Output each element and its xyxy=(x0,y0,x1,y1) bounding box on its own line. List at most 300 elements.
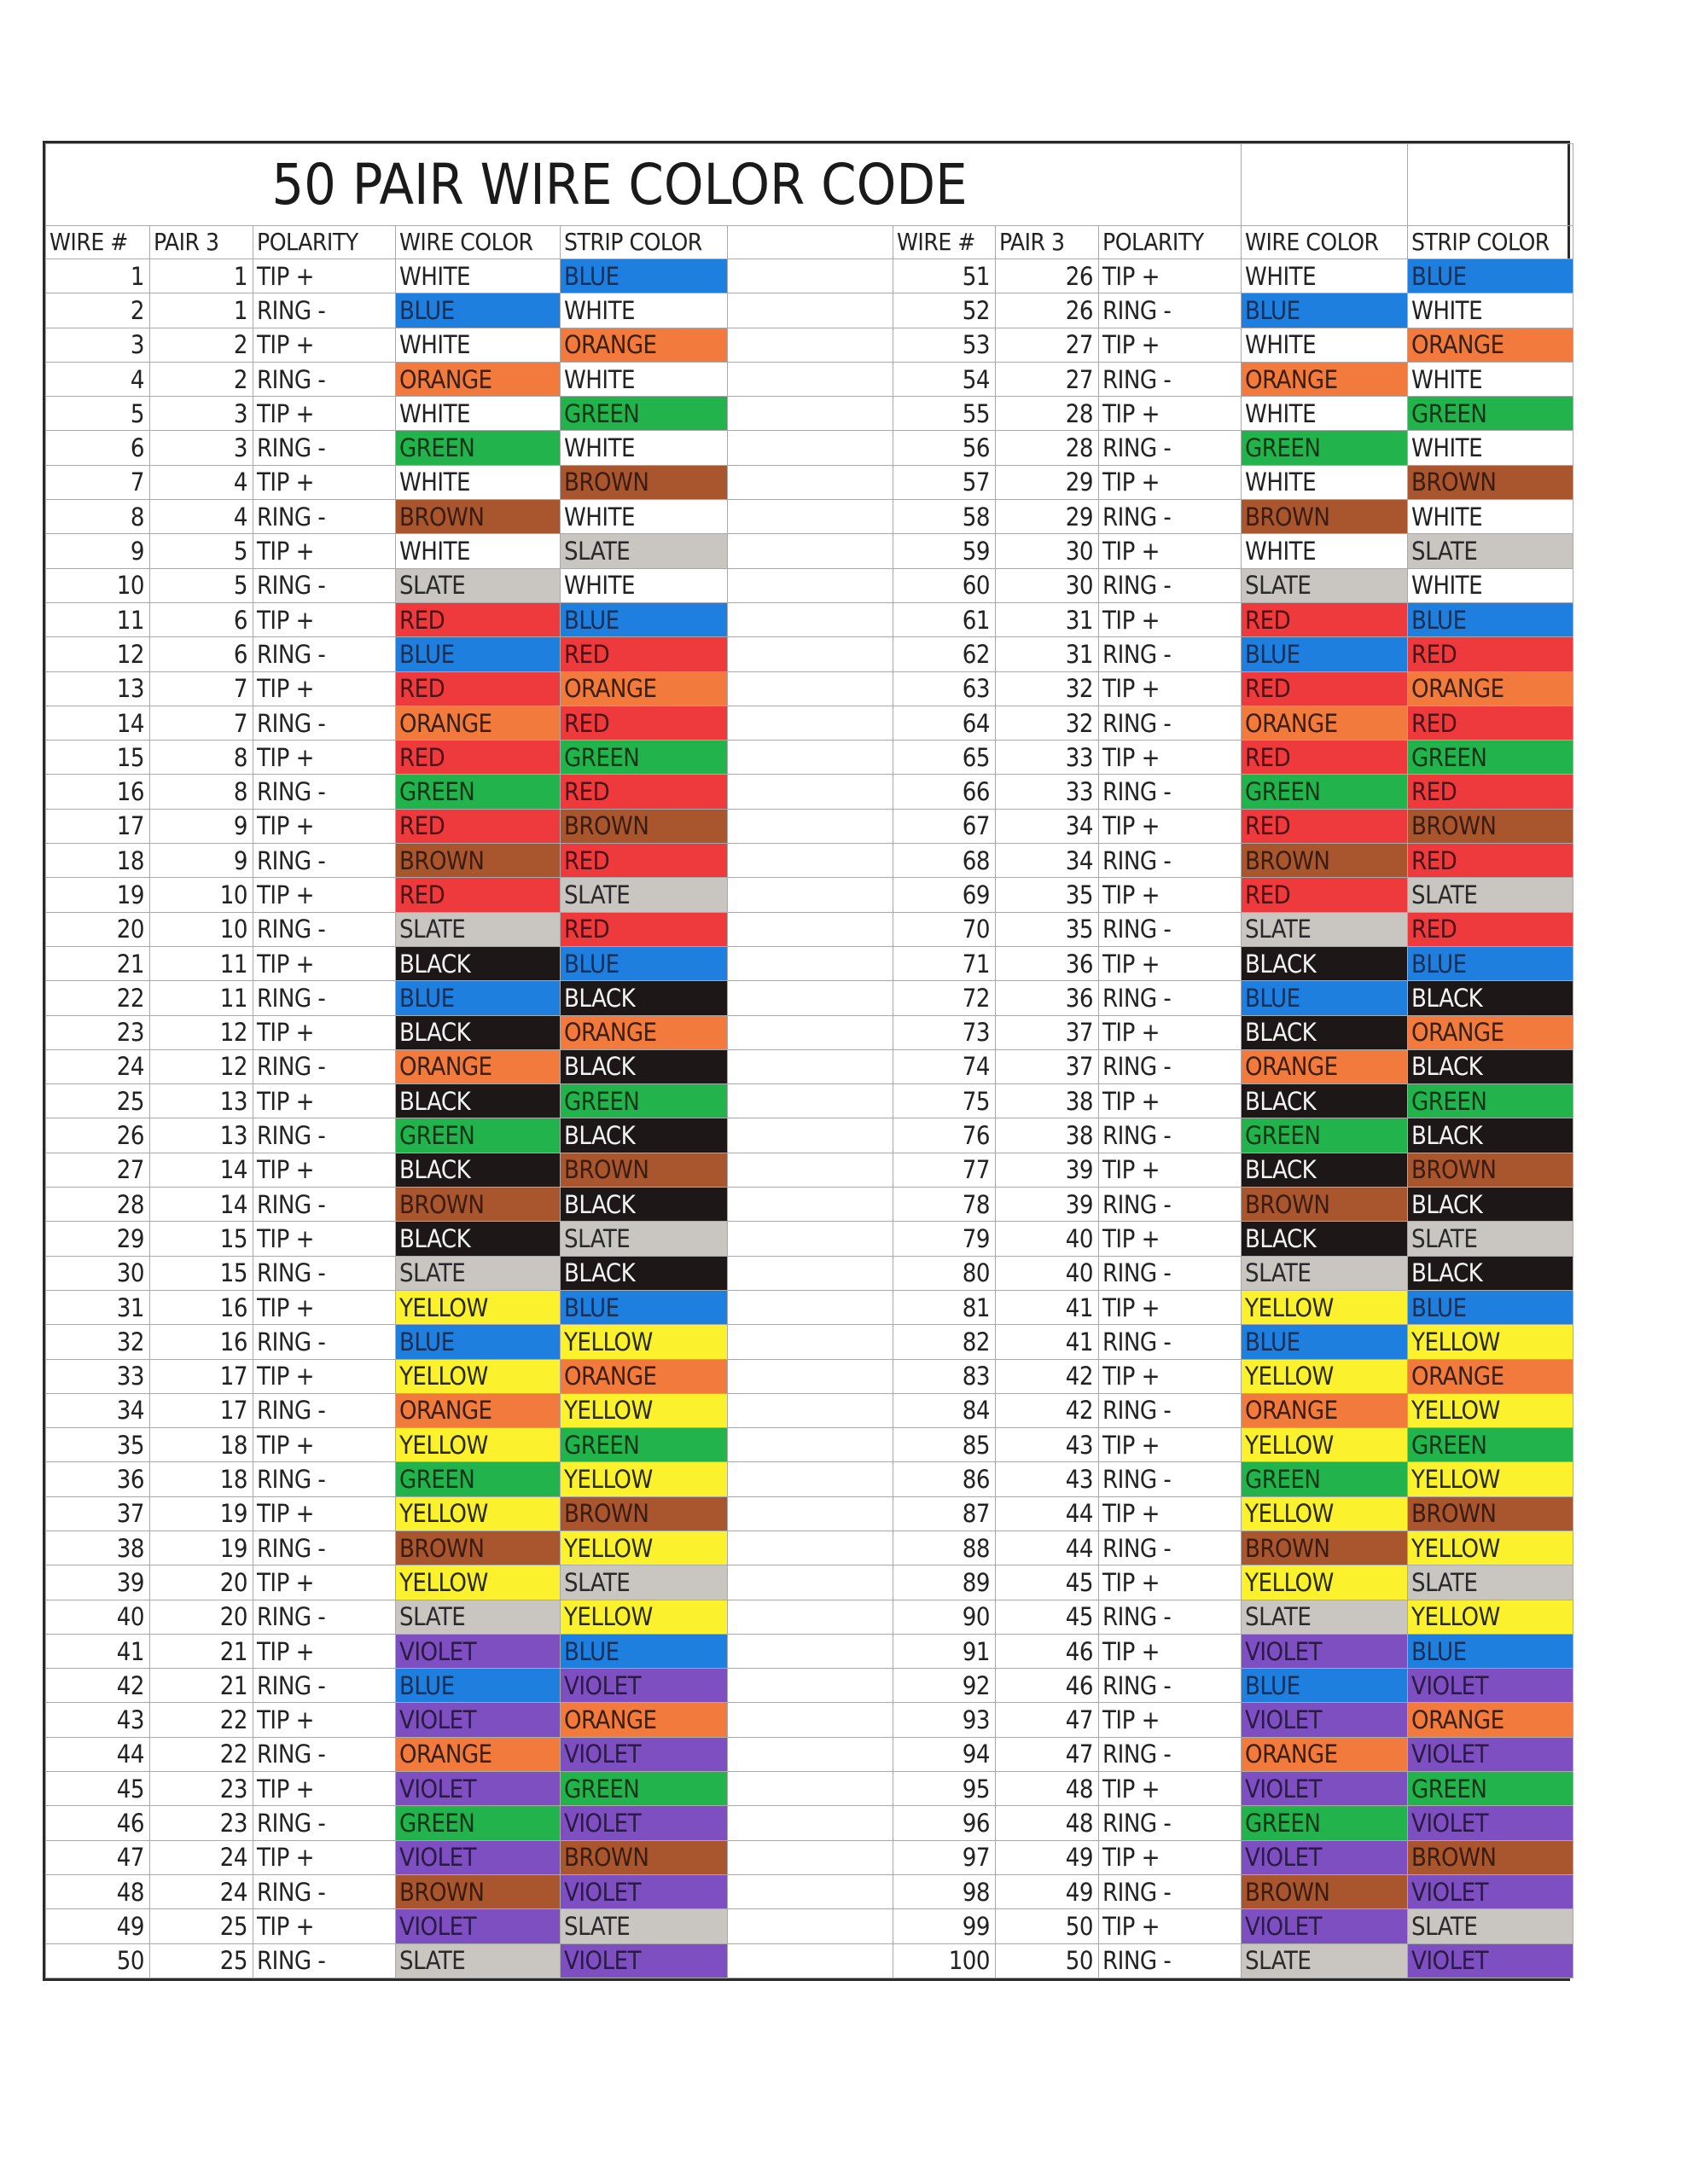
cell-strip-color: RED xyxy=(1408,637,1573,671)
cell-wire-color: RED xyxy=(396,741,561,775)
cell-wire-number: 80 xyxy=(893,1256,996,1290)
table-row xyxy=(46,1049,1573,1083)
cell-polarity: TIP + xyxy=(1099,1496,1242,1531)
cell-strip-color: SLATE xyxy=(1408,1222,1573,1256)
cell-strip-color: YELLOW xyxy=(561,1531,728,1565)
cell-wire-color: BROWN xyxy=(396,500,561,534)
cell-pair-number: 29 xyxy=(996,465,1099,499)
cell-strip-color: BLACK xyxy=(1408,1188,1573,1222)
cell-polarity: RING - xyxy=(1099,912,1242,946)
cell-strip-color: GREEN xyxy=(561,1772,728,1806)
cell-wire-number: 79 xyxy=(893,1222,996,1256)
cell-polarity: TIP + xyxy=(253,1703,396,1737)
cell-pair-number: 49 xyxy=(996,1874,1099,1908)
cell-wire-number: 26 xyxy=(46,1118,150,1153)
cell-pair-number: 4 xyxy=(150,500,253,534)
spacer-cell xyxy=(728,293,893,328)
table-row xyxy=(46,1325,1573,1359)
cell-strip-color: SLATE xyxy=(1408,534,1573,568)
cell-polarity: TIP + xyxy=(1099,878,1242,912)
cell-wire-number: 12 xyxy=(46,637,150,671)
table-row xyxy=(46,946,1573,980)
cell-wire-color: BLUE xyxy=(1242,293,1408,328)
cell-wire-color: RED xyxy=(1242,809,1408,843)
spacer-cell xyxy=(728,1188,893,1222)
cell-wire-color: SLATE xyxy=(396,1943,561,1978)
cell-pair-number: 39 xyxy=(996,1153,1099,1187)
cell-strip-color: VIOLET xyxy=(1408,1669,1573,1703)
header-row xyxy=(46,226,1573,259)
table-row xyxy=(46,1669,1573,1703)
cell-strip-color: ORANGE xyxy=(561,671,728,706)
cell-strip-color: BLACK xyxy=(561,981,728,1015)
cell-strip-color: WHITE xyxy=(1408,362,1573,396)
cell-wire-color: WHITE xyxy=(1242,534,1408,568)
cell-strip-color: WHITE xyxy=(561,431,728,465)
cell-pair-number: 35 xyxy=(996,878,1099,912)
header-pair: PAIR 3 xyxy=(996,226,1099,259)
cell-wire-number: 39 xyxy=(46,1565,150,1600)
cell-wire-number: 38 xyxy=(46,1531,150,1565)
spacer-cell xyxy=(728,1084,893,1118)
cell-wire-color: BLACK xyxy=(396,1084,561,1118)
cell-wire-number: 48 xyxy=(46,1874,150,1908)
cell-polarity: TIP + xyxy=(1099,1359,1242,1393)
cell-wire-color: YELLOW xyxy=(396,1565,561,1600)
spacer-cell xyxy=(728,1256,893,1290)
cell-wire-number: 14 xyxy=(46,706,150,740)
table-row xyxy=(46,809,1573,843)
cell-strip-color: RED xyxy=(561,844,728,878)
cell-polarity: RING - xyxy=(1099,1531,1242,1565)
cell-pair-number: 17 xyxy=(150,1359,253,1393)
cell-polarity: RING - xyxy=(253,1325,396,1359)
cell-strip-color: GREEN xyxy=(1408,1772,1573,1806)
table-row xyxy=(46,362,1573,396)
cell-wire-color: GREEN xyxy=(1242,1462,1408,1496)
cell-wire-color: ORANGE xyxy=(1242,706,1408,740)
cell-strip-color: WHITE xyxy=(561,362,728,396)
cell-polarity: TIP + xyxy=(1099,397,1242,431)
cell-wire-number: 25 xyxy=(46,1084,150,1118)
cell-polarity: RING - xyxy=(253,1256,396,1290)
cell-strip-color: BLUE xyxy=(1408,259,1573,293)
cell-wire-number: 13 xyxy=(46,671,150,706)
table-row xyxy=(46,1428,1573,1462)
cell-wire-color: VIOLET xyxy=(1242,1634,1408,1668)
cell-wire-color: YELLOW xyxy=(1242,1565,1408,1600)
spacer-cell xyxy=(728,602,893,636)
table-row xyxy=(46,1943,1573,1978)
cell-wire-number: 44 xyxy=(46,1737,150,1771)
cell-polarity: RING - xyxy=(253,637,396,671)
cell-polarity: TIP + xyxy=(1099,946,1242,980)
cell-pair-number: 41 xyxy=(996,1290,1099,1324)
cell-wire-number: 5 xyxy=(46,397,150,431)
spacer-cell xyxy=(728,706,893,740)
cell-strip-color: VIOLET xyxy=(1408,1737,1573,1771)
spacer-cell xyxy=(728,946,893,980)
cell-polarity: RING - xyxy=(253,1118,396,1153)
cell-wire-color: ORANGE xyxy=(1242,1737,1408,1771)
cell-wire-color: ORANGE xyxy=(1242,362,1408,396)
cell-wire-number: 40 xyxy=(46,1600,150,1634)
cell-pair-number: 14 xyxy=(150,1188,253,1222)
cell-wire-number: 81 xyxy=(893,1290,996,1324)
cell-pair-number: 3 xyxy=(150,431,253,465)
cell-wire-number: 100 xyxy=(893,1943,996,1978)
cell-polarity: TIP + xyxy=(253,1909,396,1943)
cell-wire-color: YELLOW xyxy=(1242,1290,1408,1324)
cell-wire-number: 7 xyxy=(46,465,150,499)
cell-wire-number: 54 xyxy=(893,362,996,396)
cell-polarity: RING - xyxy=(253,293,396,328)
cell-polarity: TIP + xyxy=(253,946,396,980)
spacer-cell xyxy=(728,1222,893,1256)
cell-polarity: RING - xyxy=(1099,1600,1242,1634)
cell-wire-number: 32 xyxy=(46,1325,150,1359)
cell-wire-color: BLACK xyxy=(396,1153,561,1187)
cell-polarity: TIP + xyxy=(253,1359,396,1393)
cell-pair-number: 49 xyxy=(996,1840,1099,1874)
cell-wire-number: 56 xyxy=(893,431,996,465)
cell-pair-number: 41 xyxy=(996,1325,1099,1359)
cell-strip-color: WHITE xyxy=(1408,293,1573,328)
cell-wire-color: VIOLET xyxy=(396,1840,561,1874)
cell-wire-number: 97 xyxy=(893,1840,996,1874)
cell-strip-color: SLATE xyxy=(1408,1909,1573,1943)
cell-polarity: RING - xyxy=(253,1669,396,1703)
cell-wire-number: 29 xyxy=(46,1222,150,1256)
cell-wire-number: 65 xyxy=(893,741,996,775)
cell-pair-number: 30 xyxy=(996,568,1099,602)
table-row xyxy=(46,568,1573,602)
cell-strip-color: ORANGE xyxy=(561,328,728,362)
cell-pair-number: 8 xyxy=(150,775,253,809)
cell-wire-number: 17 xyxy=(46,809,150,843)
cell-wire-color: BROWN xyxy=(1242,1531,1408,1565)
cell-pair-number: 28 xyxy=(996,397,1099,431)
table-row xyxy=(46,1290,1573,1324)
cell-pair-number: 11 xyxy=(150,946,253,980)
cell-wire-color: RED xyxy=(1242,602,1408,636)
cell-polarity: TIP + xyxy=(253,741,396,775)
cell-wire-color: BLACK xyxy=(396,946,561,980)
table-row xyxy=(46,1703,1573,1737)
cell-strip-color: YELLOW xyxy=(561,1325,728,1359)
cell-wire-color: GREEN xyxy=(1242,1806,1408,1840)
cell-pair-number: 19 xyxy=(150,1496,253,1531)
cell-polarity: RING - xyxy=(253,1874,396,1908)
cell-wire-number: 86 xyxy=(893,1462,996,1496)
cell-polarity: TIP + xyxy=(253,259,396,293)
cell-wire-number: 45 xyxy=(46,1772,150,1806)
wire-color-code-sheet xyxy=(43,141,1570,1981)
cell-wire-number: 95 xyxy=(893,1772,996,1806)
cell-pair-number: 14 xyxy=(150,1153,253,1187)
cell-polarity: RING - xyxy=(253,431,396,465)
cell-wire-number: 64 xyxy=(893,706,996,740)
cell-wire-number: 82 xyxy=(893,1325,996,1359)
cell-polarity: RING - xyxy=(253,1737,396,1771)
table-row xyxy=(46,1153,1573,1187)
table-row xyxy=(46,1806,1573,1840)
cell-pair-number: 47 xyxy=(996,1703,1099,1737)
spacer-cell xyxy=(728,1634,893,1668)
cell-polarity: RING - xyxy=(253,912,396,946)
cell-polarity: RING - xyxy=(1099,1462,1242,1496)
cell-wire-color: BLUE xyxy=(1242,981,1408,1015)
cell-polarity: TIP + xyxy=(253,671,396,706)
cell-wire-color: SLATE xyxy=(1242,1256,1408,1290)
cell-pair-number: 33 xyxy=(996,741,1099,775)
cell-wire-color: ORANGE xyxy=(396,1049,561,1083)
cell-polarity: TIP + xyxy=(253,1290,396,1324)
cell-polarity: TIP + xyxy=(253,1222,396,1256)
cell-wire-number: 2 xyxy=(46,293,150,328)
cell-strip-color: GREEN xyxy=(1408,1428,1573,1462)
cell-pair-number: 9 xyxy=(150,809,253,843)
spacer-cell xyxy=(728,741,893,775)
cell-polarity: TIP + xyxy=(1099,259,1242,293)
cell-wire-color: WHITE xyxy=(396,259,561,293)
cell-polarity: RING - xyxy=(253,981,396,1015)
cell-pair-number: 4 xyxy=(150,465,253,499)
cell-pair-number: 48 xyxy=(996,1772,1099,1806)
cell-wire-number: 87 xyxy=(893,1496,996,1531)
cell-strip-color: BLUE xyxy=(1408,1634,1573,1668)
header-wire-color: WIRE COLOR xyxy=(396,226,561,259)
cell-pair-number: 7 xyxy=(150,671,253,706)
cell-wire-color: GREEN xyxy=(1242,431,1408,465)
cell-strip-color: BLACK xyxy=(561,1188,728,1222)
cell-strip-color: BROWN xyxy=(1408,1840,1573,1874)
spacer-cell xyxy=(728,431,893,465)
cell-strip-color: BLUE xyxy=(561,946,728,980)
table-row xyxy=(46,1874,1573,1908)
cell-strip-color: ORANGE xyxy=(1408,1703,1573,1737)
cell-pair-number: 10 xyxy=(150,912,253,946)
cell-wire-color: GREEN xyxy=(396,1118,561,1153)
cell-polarity: TIP + xyxy=(1099,1222,1242,1256)
cell-strip-color: VIOLET xyxy=(1408,1874,1573,1908)
cell-polarity: TIP + xyxy=(253,878,396,912)
cell-wire-color: SLATE xyxy=(396,568,561,602)
cell-wire-number: 98 xyxy=(893,1874,996,1908)
cell-polarity: TIP + xyxy=(1099,741,1242,775)
cell-polarity: TIP + xyxy=(253,1015,396,1049)
cell-polarity: RING - xyxy=(253,568,396,602)
cell-pair-number: 13 xyxy=(150,1084,253,1118)
header-polarity: POLARITY xyxy=(1099,226,1242,259)
cell-wire-number: 57 xyxy=(893,465,996,499)
cell-wire-color: WHITE xyxy=(1242,465,1408,499)
cell-wire-number: 84 xyxy=(893,1393,996,1427)
cell-polarity: RING - xyxy=(1099,844,1242,878)
cell-wire-color: YELLOW xyxy=(396,1428,561,1462)
cell-strip-color: BROWN xyxy=(1408,465,1573,499)
cell-pair-number: 22 xyxy=(150,1737,253,1771)
cell-pair-number: 25 xyxy=(150,1943,253,1978)
cell-strip-color: SLATE xyxy=(561,1565,728,1600)
cell-wire-color: BLUE xyxy=(1242,1325,1408,1359)
cell-strip-color: ORANGE xyxy=(1408,328,1573,362)
table-row xyxy=(46,1496,1573,1531)
cell-wire-number: 59 xyxy=(893,534,996,568)
cell-pair-number: 33 xyxy=(996,775,1099,809)
cell-polarity: RING - xyxy=(1099,362,1242,396)
cell-pair-number: 20 xyxy=(150,1565,253,1600)
cell-wire-color: BLACK xyxy=(1242,1015,1408,1049)
cell-wire-number: 47 xyxy=(46,1840,150,1874)
cell-wire-color: SLATE xyxy=(396,1256,561,1290)
cell-pair-number: 7 xyxy=(150,706,253,740)
cell-polarity: RING - xyxy=(1099,1943,1242,1978)
cell-strip-color: VIOLET xyxy=(561,1806,728,1840)
cell-polarity: TIP + xyxy=(1099,1634,1242,1668)
spacer-cell xyxy=(728,981,893,1015)
cell-pair-number: 23 xyxy=(150,1772,253,1806)
cell-strip-color: BLUE xyxy=(1408,1290,1573,1324)
cell-wire-color: WHITE xyxy=(396,534,561,568)
header-pair: PAIR 3 xyxy=(150,226,253,259)
cell-strip-color: RED xyxy=(561,706,728,740)
cell-wire-color: VIOLET xyxy=(396,1909,561,1943)
table-row xyxy=(46,1462,1573,1496)
cell-wire-number: 10 xyxy=(46,568,150,602)
cell-pair-number: 38 xyxy=(996,1118,1099,1153)
spacer-cell xyxy=(728,259,893,293)
cell-pair-number: 23 xyxy=(150,1806,253,1840)
cell-wire-number: 75 xyxy=(893,1084,996,1118)
cell-polarity: RING - xyxy=(1099,568,1242,602)
cell-wire-color: BROWN xyxy=(396,1874,561,1908)
cell-strip-color: RED xyxy=(561,912,728,946)
cell-strip-color: GREEN xyxy=(1408,397,1573,431)
cell-wire-color: VIOLET xyxy=(396,1772,561,1806)
cell-pair-number: 37 xyxy=(996,1049,1099,1083)
cell-strip-color: BROWN xyxy=(561,465,728,499)
cell-polarity: TIP + xyxy=(253,534,396,568)
cell-wire-color: SLATE xyxy=(1242,912,1408,946)
spacer-cell xyxy=(728,1462,893,1496)
cell-wire-number: 92 xyxy=(893,1669,996,1703)
cell-polarity: TIP + xyxy=(1099,1084,1242,1118)
cell-polarity: TIP + xyxy=(1099,671,1242,706)
cell-polarity: TIP + xyxy=(1099,1909,1242,1943)
cell-wire-number: 33 xyxy=(46,1359,150,1393)
cell-wire-color: VIOLET xyxy=(1242,1909,1408,1943)
spacer-cell xyxy=(728,1118,893,1153)
table-row xyxy=(46,1840,1573,1874)
cell-wire-number: 3 xyxy=(46,328,150,362)
cell-strip-color: SLATE xyxy=(1408,878,1573,912)
cell-wire-number: 1 xyxy=(46,259,150,293)
cell-strip-color: VIOLET xyxy=(1408,1943,1573,1978)
cell-strip-color: VIOLET xyxy=(561,1874,728,1908)
cell-wire-color: BLUE xyxy=(396,293,561,328)
table-row xyxy=(46,1909,1573,1943)
spacer-cell xyxy=(728,397,893,431)
cell-wire-number: 61 xyxy=(893,602,996,636)
cell-wire-color: BROWN xyxy=(396,1188,561,1222)
cell-wire-color: BLUE xyxy=(396,637,561,671)
cell-wire-color: RED xyxy=(1242,878,1408,912)
table-row xyxy=(46,328,1573,362)
cell-pair-number: 26 xyxy=(996,259,1099,293)
table-row xyxy=(46,431,1573,465)
cell-wire-number: 41 xyxy=(46,1634,150,1668)
cell-wire-color: RED xyxy=(1242,741,1408,775)
cell-strip-color: VIOLET xyxy=(561,1737,728,1771)
cell-polarity: TIP + xyxy=(1099,1153,1242,1187)
cell-wire-number: 20 xyxy=(46,912,150,946)
table-row xyxy=(46,1256,1573,1290)
cell-wire-number: 77 xyxy=(893,1153,996,1187)
cell-polarity: RING - xyxy=(1099,1669,1242,1703)
cell-wire-number: 18 xyxy=(46,844,150,878)
cell-wire-color: BLUE xyxy=(1242,637,1408,671)
header-wire-color: WIRE COLOR xyxy=(1242,226,1408,259)
cell-pair-number: 43 xyxy=(996,1462,1099,1496)
table-row xyxy=(46,1015,1573,1049)
cell-strip-color: ORANGE xyxy=(561,1703,728,1737)
cell-pair-number: 6 xyxy=(150,637,253,671)
cell-wire-color: RED xyxy=(396,809,561,843)
spacer-cell xyxy=(728,1600,893,1634)
cell-strip-color: GREEN xyxy=(1408,741,1573,775)
cell-pair-number: 12 xyxy=(150,1015,253,1049)
cell-strip-color: WHITE xyxy=(561,500,728,534)
spacer-cell xyxy=(728,1015,893,1049)
table-row xyxy=(46,465,1573,499)
cell-pair-number: 16 xyxy=(150,1290,253,1324)
cell-wire-color: GREEN xyxy=(396,431,561,465)
spacer-cell xyxy=(728,775,893,809)
cell-wire-color: GREEN xyxy=(396,1806,561,1840)
cell-wire-color: BLACK xyxy=(396,1222,561,1256)
cell-polarity: TIP + xyxy=(253,397,396,431)
cell-pair-number: 32 xyxy=(996,706,1099,740)
cell-strip-color: YELLOW xyxy=(561,1393,728,1427)
table-row xyxy=(46,1634,1573,1668)
cell-wire-number: 35 xyxy=(46,1428,150,1462)
cell-pair-number: 21 xyxy=(150,1634,253,1668)
cell-wire-number: 88 xyxy=(893,1531,996,1565)
cell-strip-color: YELLOW xyxy=(561,1462,728,1496)
cell-wire-color: BROWN xyxy=(396,844,561,878)
cell-polarity: TIP + xyxy=(1099,534,1242,568)
cell-wire-number: 67 xyxy=(893,809,996,843)
cell-wire-number: 63 xyxy=(893,671,996,706)
cell-pair-number: 40 xyxy=(996,1256,1099,1290)
cell-strip-color: RED xyxy=(1408,775,1573,809)
spacer-cell xyxy=(728,1428,893,1462)
cell-strip-color: GREEN xyxy=(561,1084,728,1118)
cell-pair-number: 15 xyxy=(150,1222,253,1256)
cell-polarity: TIP + xyxy=(1099,602,1242,636)
cell-strip-color: BLUE xyxy=(561,259,728,293)
cell-strip-color: RED xyxy=(561,637,728,671)
cell-pair-number: 8 xyxy=(150,741,253,775)
cell-pair-number: 12 xyxy=(150,1049,253,1083)
cell-wire-color: BLUE xyxy=(396,981,561,1015)
cell-strip-color: BROWN xyxy=(1408,1496,1573,1531)
cell-strip-color: YELLOW xyxy=(1408,1600,1573,1634)
cell-wire-color: GREEN xyxy=(396,1462,561,1496)
table-row xyxy=(46,1531,1573,1565)
cell-polarity: RING - xyxy=(253,706,396,740)
